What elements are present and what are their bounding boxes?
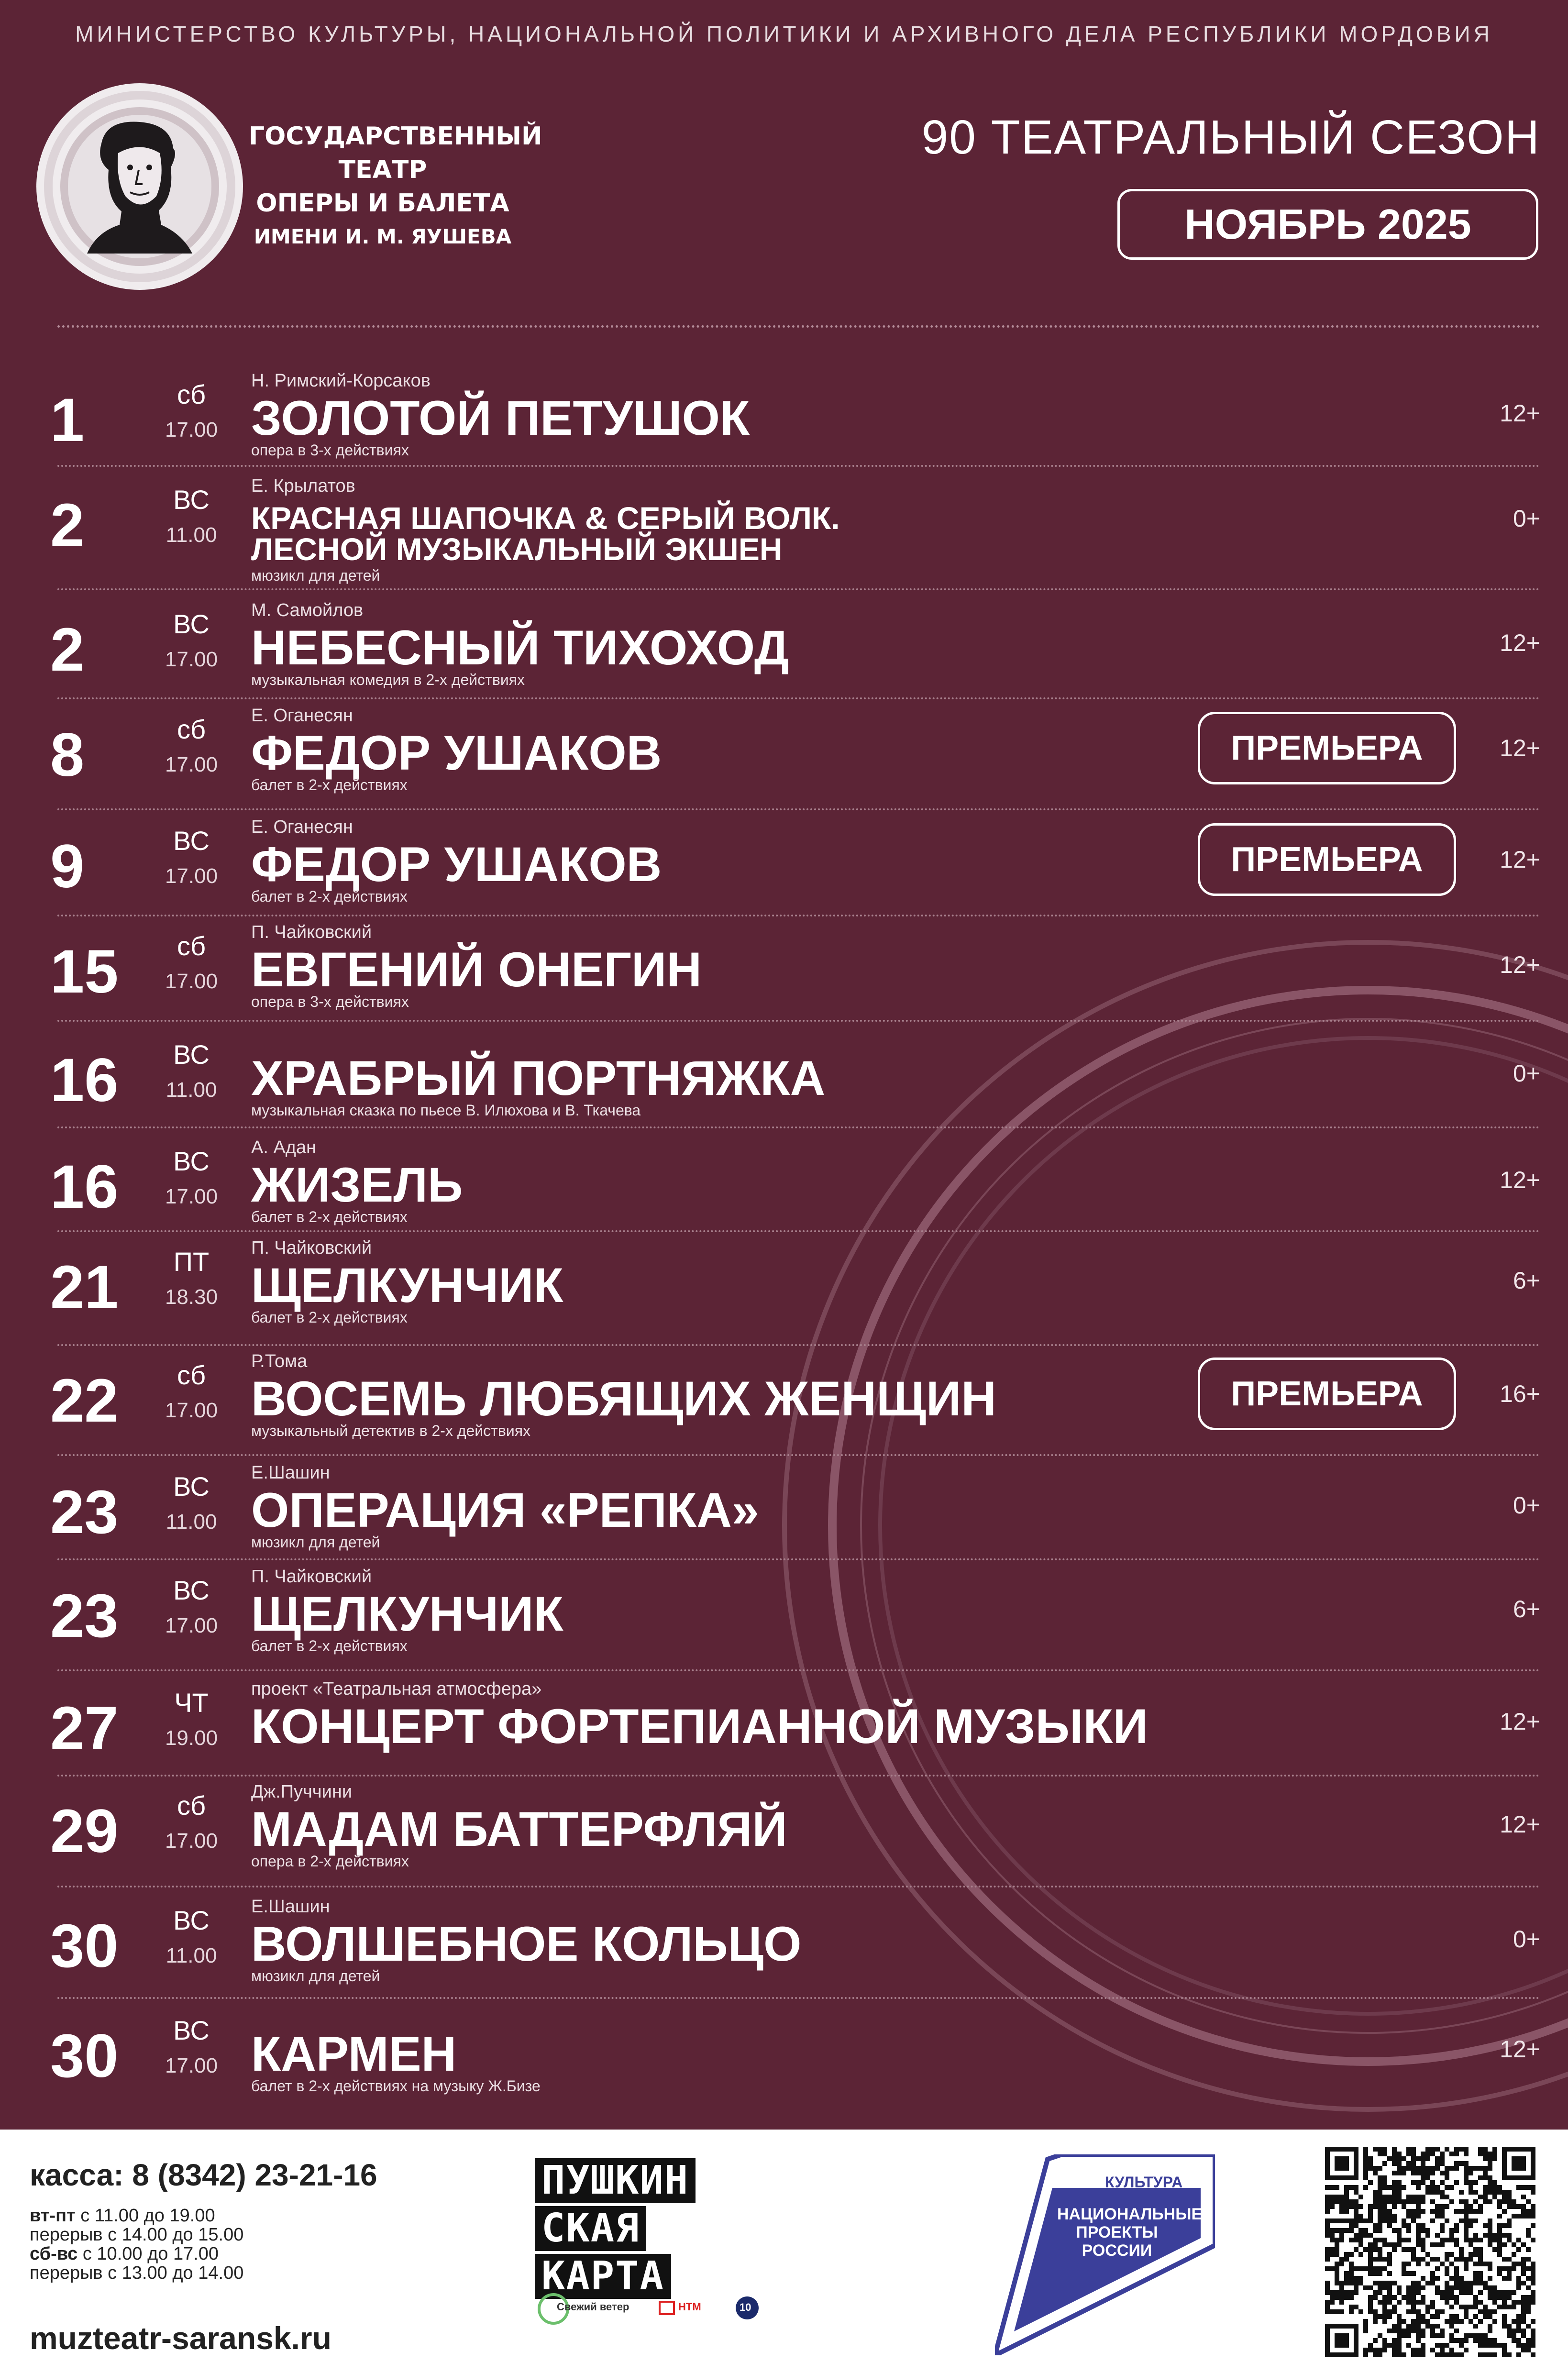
event-day: 15 (50, 938, 119, 1006)
event-title: ЩЕЛКУНЧИК (251, 1587, 563, 1641)
age-rating: 12+ (1500, 2036, 1540, 2063)
event-title: ЕВГЕНИЙ ОНЕГИН (251, 942, 702, 997)
national-projects-line: РОССИИ (1082, 2241, 1152, 2260)
event-composer: Е. Оганесян (251, 817, 353, 837)
event-time: 17.00 (165, 418, 218, 441)
event-title: ОПЕРАЦИЯ «РЕПКА» (251, 1483, 759, 1537)
premiere-badge: ПРЕМЬЕРА (1198, 712, 1456, 784)
event-day: 21 (50, 1253, 119, 1322)
event-time: 17.00 (165, 864, 218, 888)
event-day: 16 (50, 1153, 119, 1221)
event-composer: Е.Шашин (251, 1463, 330, 1483)
footer (0, 2130, 1568, 2373)
event-weekday: ВС (173, 2015, 210, 2045)
hours-break: перерыв с 13.00 до 14.00 (30, 2263, 244, 2283)
event-day: 30 (50, 2022, 119, 2090)
event-day: 30 (50, 1912, 119, 1980)
event-day: 27 (50, 1694, 119, 1763)
dotted-divider (57, 1886, 1540, 1887)
event-time: 11.00 (166, 1510, 217, 1534)
hours-break: перерыв с 14.00 до 15.00 (30, 2225, 244, 2245)
month-badge: НОЯБРЬ 2025 (1117, 189, 1538, 260)
event-weekday: ВС (173, 1905, 210, 1935)
event-composer: Е. Крылатов (251, 476, 355, 496)
event-composer: Е.Шашин (251, 1897, 330, 1917)
event-genre: мюзикл для детей (251, 567, 380, 584)
event-title: ВОСЕМЬ ЛЮБЯЩИХ ЖЕНЩИН (251, 1371, 997, 1426)
theatre-name (249, 120, 542, 254)
event-weekday: ЧТ (174, 1688, 209, 1718)
event-genre: балет в 2-х действиях (251, 776, 408, 794)
event-title: КОНЦЕРТ ФОРТЕПИАННОЙ МУЗЫКИ (251, 1699, 1148, 1754)
hours-time: с 10.00 до 17.00 (77, 2244, 219, 2264)
event-title: ФЕДОР УШАКОВ (251, 837, 662, 892)
event-title: ЖИЗЕЛЬ (251, 1158, 463, 1212)
national-projects-label: КУЛЬТУРА (1105, 2174, 1183, 2191)
event-time: 18.30 (165, 1285, 218, 1309)
event-time: 17.00 (165, 2054, 218, 2077)
age-rating: 12+ (1500, 735, 1540, 762)
event-genre: опера в 3-х действиях (251, 993, 409, 1010)
event-genre: мюзикл для детей (251, 1967, 380, 1985)
event-weekday: ВС (173, 826, 210, 856)
dotted-divider (57, 1344, 1540, 1346)
event-day: 1 (50, 386, 85, 454)
event-weekday: ВС (173, 1471, 210, 1501)
ntm-icon (659, 2301, 675, 2315)
event-composer: П. Чайковский (251, 922, 372, 942)
age-rating: 16+ (1500, 1380, 1540, 1407)
national-projects-text (1057, 2205, 1203, 2260)
event-genre: музыкальный детектив в 2-х действиях (251, 1422, 531, 1439)
website-link[interactable]: muzteatr-saransk.ru (30, 2320, 331, 2356)
event-time: 11.00 (166, 523, 217, 547)
event-day: 9 (50, 832, 85, 901)
hours-days: вт-пт (30, 2206, 76, 2226)
age-rating: 12+ (1500, 629, 1540, 656)
dotted-divider (57, 1126, 1540, 1128)
dotted-divider (57, 1558, 1540, 1560)
dotted-divider (57, 1454, 1540, 1456)
age-rating: 0+ (1513, 505, 1540, 532)
event-composer: Н. Римский-Корсаков (251, 371, 431, 391)
event-title: КАРМЕН (251, 2027, 457, 2081)
event-day: 8 (50, 721, 85, 789)
event-genre: балет в 2-х действиях на музыку Ж.Бизе (251, 2077, 541, 2095)
event-genre: опера в 2-х действиях (251, 1853, 409, 1870)
event-time: 17.00 (165, 753, 218, 776)
qr-code[interactable] (1325, 2147, 1535, 2357)
national-projects-line: НАЦИОНАЛЬНЫЕ (1057, 2205, 1203, 2223)
event-weekday: ВС (173, 1575, 210, 1605)
event-title: ХРАБРЫЙ ПОРТНЯЖКА (251, 1051, 826, 1105)
event-genre: музыкальная комедия в 2-х действиях (251, 671, 525, 688)
event-composer: проект «Театральная атмосфера» (251, 1679, 542, 1699)
dotted-divider (57, 1230, 1540, 1232)
theatre-name-line: ТЕАТР (338, 155, 427, 184)
event-composer: П. Чайковский (251, 1238, 372, 1258)
dotted-divider (57, 1020, 1540, 1022)
age-rating: 0+ (1513, 1926, 1540, 1953)
event-time: 17.00 (165, 1185, 218, 1208)
dotted-divider (57, 465, 1540, 467)
event-weekday: ВС (173, 609, 210, 639)
event-day: 23 (50, 1582, 119, 1650)
event-time: 17.00 (165, 1399, 218, 1422)
season-title: 90 ТЕАТРАЛЬНЫЙ СЕЗОН (921, 110, 1540, 164)
event-title: ФЕДОР УШАКОВ (251, 726, 662, 780)
partner-fresh-wind: Свежий ветер (557, 2301, 629, 2313)
event-weekday: ВС (173, 1039, 210, 1070)
event-composer: П. Чайковский (251, 1567, 372, 1587)
event-genre: балет в 2-х действиях (251, 1637, 408, 1655)
pushkin-card-line: СКАЯ (535, 2206, 646, 2251)
event-weekday: сб (177, 1360, 206, 1390)
theatre-name-line: ГОСУДАРСТВЕННЫЙ (249, 122, 542, 151)
hours-time: с 11.00 до 19.00 (75, 2206, 215, 2226)
event-composer: Дж.Пуччини (251, 1782, 353, 1802)
event-day: 23 (50, 1478, 119, 1546)
hours-days: сб-вс (30, 2244, 78, 2264)
dotted-divider (57, 1775, 1540, 1777)
event-weekday: сб (177, 931, 206, 961)
event-time: 19.00 (165, 1726, 218, 1750)
box-office-hours (30, 2206, 243, 2283)
event-weekday: ВС (173, 1146, 210, 1176)
age-rating: 0+ (1513, 1060, 1540, 1087)
event-day: 29 (50, 1797, 119, 1865)
event-genre: балет в 2-х действиях (251, 1208, 408, 1225)
pushkin-card-line: ПУШКИН (535, 2158, 696, 2203)
age-rating: 12+ (1500, 951, 1540, 978)
theatre-name-line: ОПЕРЫ И БАЛЕТА (256, 189, 509, 218)
partner-ntm: НТМ (678, 2301, 701, 2313)
age-rating: 6+ (1513, 1596, 1540, 1622)
event-time: 17.00 (165, 970, 218, 993)
event-title: ВОЛШЕБНОЕ КОЛЬЦО (251, 1917, 802, 1971)
event-time: 17.00 (165, 1614, 218, 1637)
event-day: 2 (50, 616, 85, 684)
age-rating: 12+ (1500, 400, 1540, 427)
event-time: 11.00 (166, 1078, 217, 1102)
event-time: 11.00 (166, 1944, 217, 1967)
national-projects-line: ПРОЕКТЫ (1076, 2223, 1158, 2241)
event-weekday: сб (177, 714, 206, 744)
theatre-name-line: ИМЕНИ И. М. ЯУШЕВА (254, 225, 512, 248)
event-genre: музыкальная сказка по пьесе В. Илюхова и В. Ткачева (251, 1102, 641, 1119)
event-title: НЕБЕСНЫЙ ТИХОХОД (251, 620, 789, 675)
partner-ten: 10 (740, 2301, 751, 2313)
pushkin-card-logo (535, 2158, 696, 2302)
dotted-divider (57, 915, 1540, 916)
partner-logos (537, 2287, 785, 2345)
event-time: 17.00 (165, 648, 218, 671)
event-composer: М. Самойлов (251, 600, 364, 620)
event-title: ЩЕЛКУНЧИК (251, 1258, 563, 1313)
event-genre: балет в 2-х действиях (251, 888, 408, 905)
event-title: КРАСНАЯ ШАПОЧКА & СЕРЫЙ ВОЛК. (251, 500, 840, 536)
dotted-divider (57, 808, 1540, 810)
event-genre: балет в 2-х действиях (251, 1309, 408, 1326)
event-day: 22 (50, 1367, 119, 1435)
age-rating: 12+ (1500, 1708, 1540, 1735)
event-time: 17.00 (165, 1829, 218, 1853)
age-rating: 12+ (1500, 846, 1540, 873)
dotted-divider (57, 697, 1540, 699)
dotted-divider (57, 1997, 1540, 1999)
ministry-header: МИНИСТЕРСТВО КУЛЬТУРЫ, НАЦИОНАЛЬНОЙ ПОЛИТИКИ И АРХИВНОГО ДЕЛА РЕСПУБЛИКИ МОРДОВИЯ (75, 22, 1493, 46)
event-weekday: ПТ (173, 1247, 210, 1277)
event-title-line2: ЛЕСНОЙ МУЗЫКАЛЬНЫЙ ЭКШЕН (251, 531, 783, 567)
box-office-phone: касса: 8 (8342) 23-21-16 (30, 2158, 377, 2192)
event-weekday: сб (177, 379, 206, 409)
pushkin-card-line: КАРТА (535, 2254, 671, 2299)
event-weekday: сб (177, 1790, 206, 1821)
premiere-badge: ПРЕМЬЕРА (1198, 823, 1456, 896)
theatre-logo (34, 81, 245, 292)
age-rating: 12+ (1500, 1167, 1540, 1193)
dotted-divider (57, 588, 1540, 590)
age-rating: 12+ (1500, 1811, 1540, 1838)
age-rating: 0+ (1513, 1492, 1540, 1519)
event-day: 16 (50, 1046, 119, 1115)
event-day: 2 (50, 491, 85, 560)
event-genre: опера в 3-х действиях (251, 441, 409, 459)
event-genre: мюзикл для детей (251, 1534, 380, 1551)
event-title: МАДАМ БАТТЕРФЛЯЙ (251, 1802, 787, 1856)
event-weekday: ВС (173, 485, 210, 515)
age-rating: 6+ (1513, 1267, 1540, 1294)
event-composer: Е. Оганесян (251, 706, 353, 726)
dotted-divider (57, 1669, 1540, 1671)
event-composer: Р.Тома (251, 1351, 308, 1371)
event-title: ЗОЛОТОЙ ПЕТУШОК (251, 391, 750, 445)
premiere-badge: ПРЕМЬЕРА (1198, 1358, 1456, 1430)
event-composer: А. Адан (251, 1137, 317, 1158)
divider (57, 325, 1540, 328)
